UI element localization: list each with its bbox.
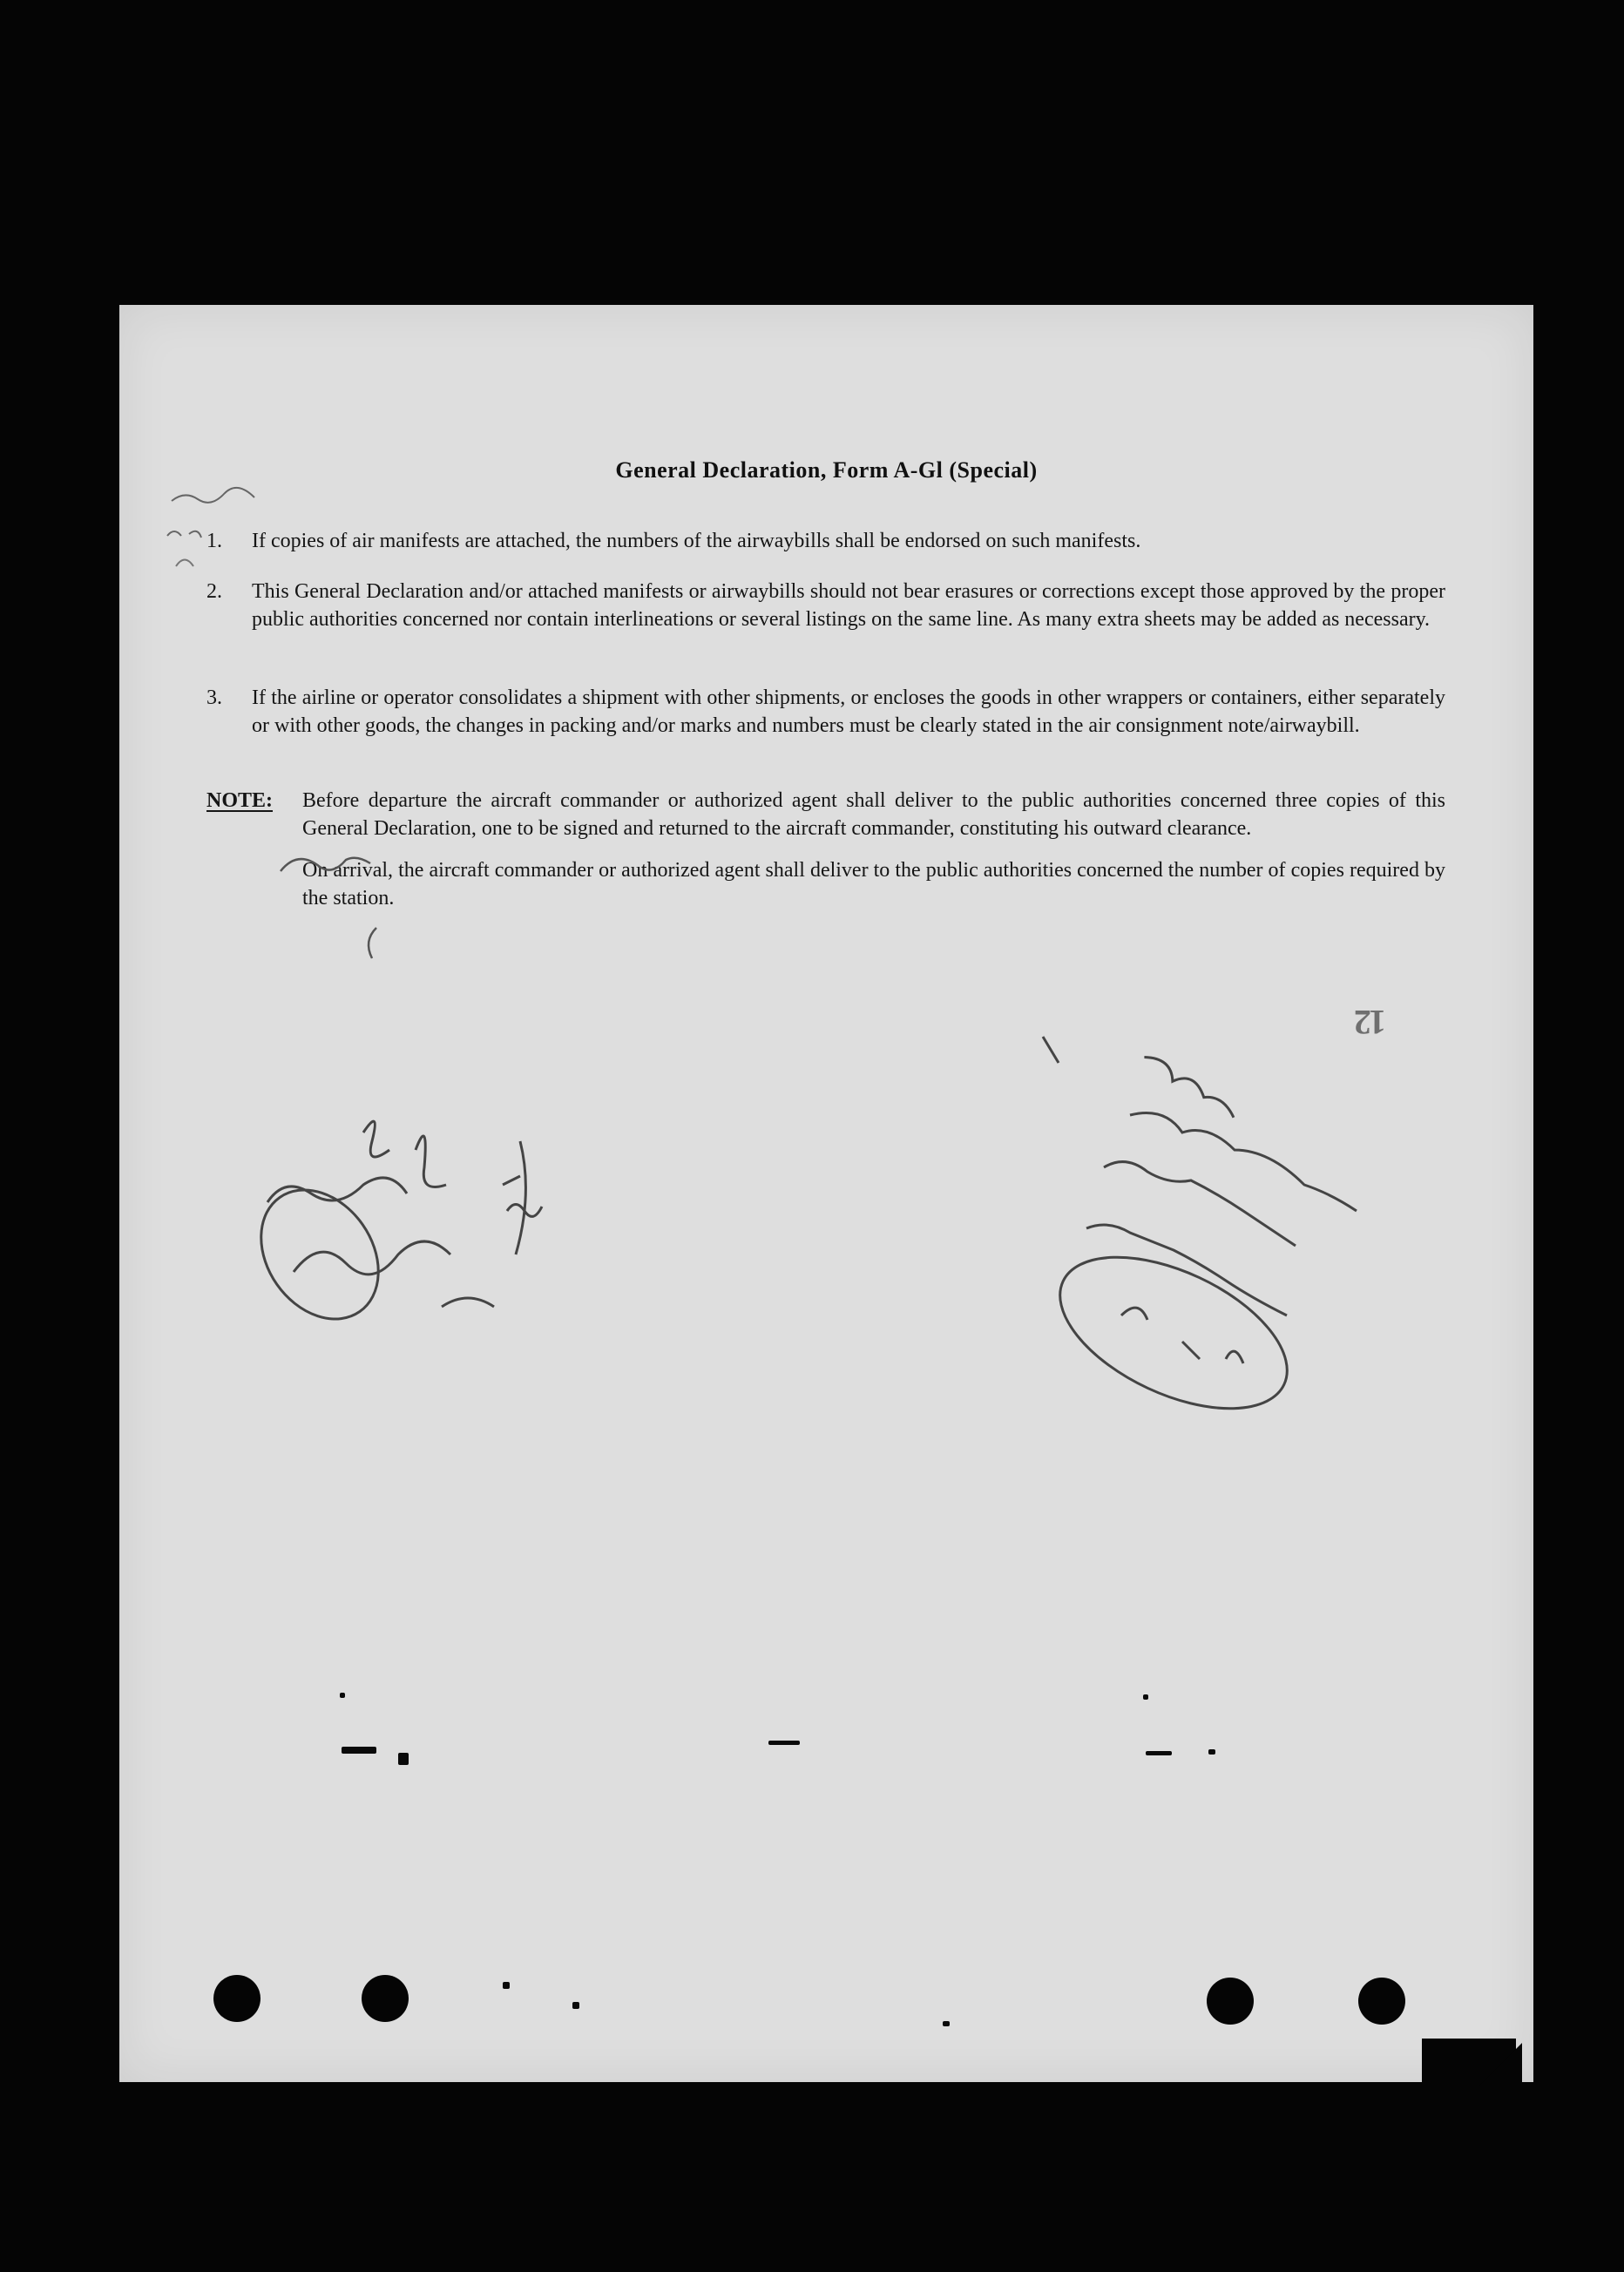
punch-hole-icon: [362, 1975, 409, 2022]
punch-hole-icon: [1358, 1978, 1405, 2025]
page-title: General Declaration, Form A-Gl (Special): [615, 457, 1038, 483]
handwritten-annotation-icon: [163, 475, 267, 571]
punch-hole-icon: [1207, 1978, 1254, 2025]
note-paragraph: On arrival, the aircraft commander or authorized agent shall deliver to the public authorities concerned the number of copies required by the station.: [302, 859, 1445, 909]
punch-hole-icon: [213, 1975, 261, 2022]
item-number: 2.: [206, 580, 222, 603]
handwritten-annotation-icon: [241, 1080, 607, 1359]
page-number: 12: [1357, 1003, 1386, 1042]
handwritten-annotation-icon: [263, 845, 437, 976]
ink-speck: [768, 1741, 800, 1745]
ink-speck: [503, 1982, 510, 1989]
document-page: [119, 305, 1533, 2082]
item-text: This General Declaration and/or attached manifests or airwaybills should not bear erasures or corrections except those approved by the proper public authorities concerned nor contain interlineations or several listings on the same line. As many extra sheets may be added as necessary.: [252, 580, 1445, 631]
note-paragraph: Before departure the aircraft commander or authorized agent shall deliver to the public authorities concerned three copies of this General Declaration, one to be signed and returned to the aircraft commander, constituting his outward clearance.: [302, 789, 1445, 840]
ink-speck: [572, 2002, 579, 2009]
ink-speck: [1146, 1751, 1172, 1755]
note-label: NOTE:: [206, 789, 274, 812]
ink-speck: [1208, 1749, 1215, 1755]
item-text: If copies of air manifests are attached, the numbers of the airwaybills shall be endorsed on such manifests.: [252, 530, 1141, 552]
item-number: 3.: [206, 686, 222, 709]
note-text: [302, 787, 1445, 926]
handwritten-annotation-icon: [1008, 1028, 1461, 1420]
item-text: If the airline or operator consolidates a shipment with other shipments, or encloses the goods in other wrappers or containers, either separately or with other goods, the changes in packing and/or marks and numbers must be clearly stated in the air consignment note/airwaybill.: [252, 686, 1445, 737]
ink-speck: [943, 2021, 950, 2026]
ink-speck: [342, 1747, 376, 1754]
ink-speck: [398, 1753, 409, 1765]
item-number: 1.: [206, 530, 222, 552]
ink-speck: [340, 1693, 345, 1698]
ink-speck: [1143, 1694, 1148, 1700]
